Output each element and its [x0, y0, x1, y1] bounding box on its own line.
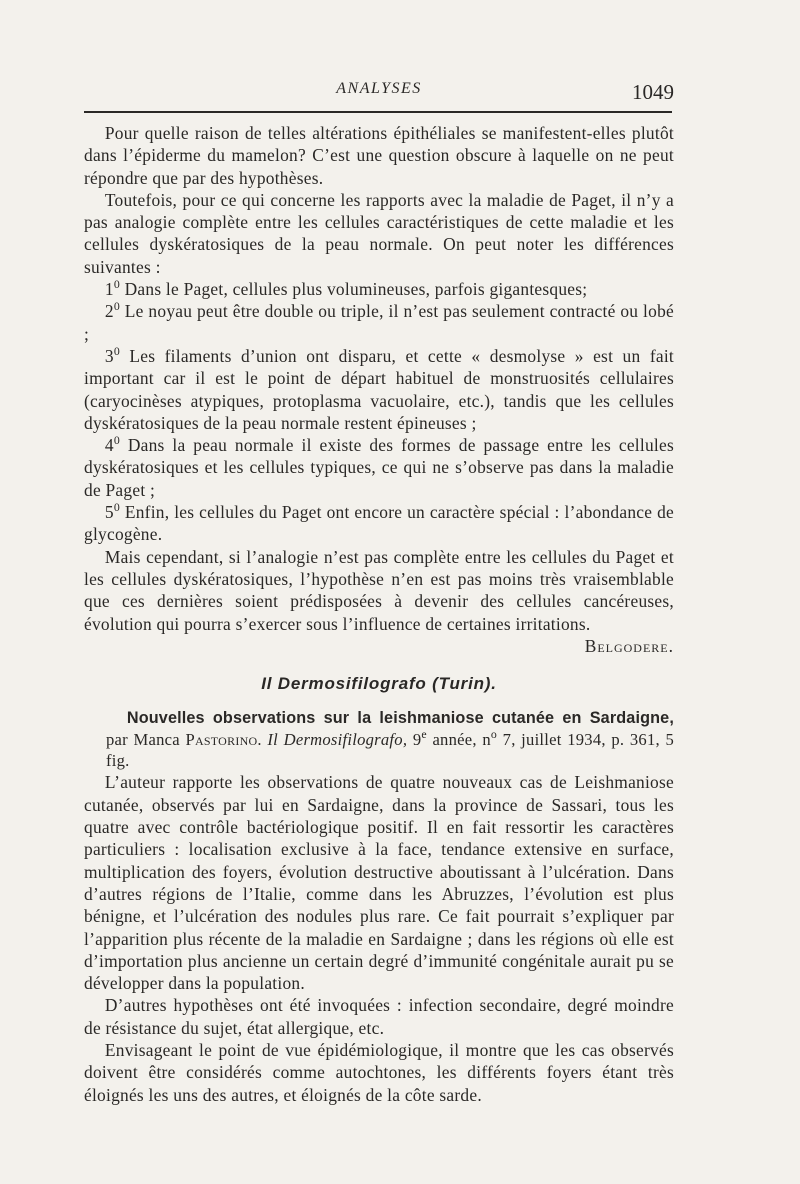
article-title: Nouvelles observations sur la leishmaniose cutanée en Sardaigne,	[126, 709, 674, 728]
author-signature: Belgodere.	[584, 635, 674, 656]
paragraph: Envisageant le point de vue épidémiologique, il montre que les cas observés doivent être considérés comme autochtones, les différents foyers étant très éloignés les uns des autres, et éloignés de la côte sarde.	[84, 1039, 674, 1105]
paragraph: D’autres hypothèses ont été invoquées : infection secondaire, degré moindre de résistance du sujet, état allergique, etc.	[84, 995, 674, 1038]
article-journal: Il Dermosifilografo,	[261, 730, 408, 750]
list-item: $2^0$ Le noyau peut être double ou triple, il n’est pas seulement contracté ou lobé ;	[84, 299, 674, 344]
list-item: $1^0$ Dans le Paget, cellules plus volumineuses, parfois gigantesques;	[104, 277, 588, 300]
list-item: $4^0$ Dans la peau normale il existe des formes de passage entre les cellules dyskératosiques et les cellules typiques, ce qui ne s’observe pas dans la maladie de Paget ;	[84, 433, 674, 500]
paragraph: L’auteur rapporte les observations de quatre nouveaux cas de Leishmaniose cutanée, observés par lui en Sardaigne, dans la province de Sassari, tous les quatre avec contrôle bactériologique positif. Il en fait ressortir les caractères particuliers : localisation exclusive à la face, tendance extensive en surface, multiplication des foyers, évolution destructive aboutissant à l’ulcération. Dans d’autres régions de l’Italie, comme dans les Abruzzes, l’évolution est plus bénigne, et l’ulcération des nodules plus rare. Ce fait pourrait s’expliquer par l’apparition plus récente de la maladie en Sardaigne ; dans les régions où elle est d’importation plus ancienne un certain degré d’immunité congénitale aurait pu se développer dans la population.	[84, 772, 674, 994]
paragraph: Toutefois, pour ce qui concerne les rapports avec la maladie de Paget, il n’y a pas analogie complète entre les cellules caractéristiques de cette maladie et les cellules dyskératosiques de la peau normale. On peut noter les différences suivantes :	[84, 189, 674, 277]
running-title: ANALYSES	[336, 80, 422, 97]
running-head	[84, 80, 674, 106]
article-header: Nouvelles observations sur la leishmaniose cutanée en Sardaigne, par Manca Pastorino. Il Dermosifilografo, 9e année, $n^o$ 7, juillet 1934, p. 361, 5 fig.	[106, 709, 675, 771]
closing-paragraph: Mais cependant, si l’analogie n’est pas complète entre les cellules du Paget et les cellules dyskératosiques, l’hypothèse n’en est pas moins très vraisemblable que ces dernières soient prédisposées à devenir des cellules cancéreuses, évolution qui pourra s’exercer sous l’influence de certaines irritations.	[84, 546, 674, 634]
signature-line	[84, 635, 674, 657]
list-item: $5^0$ Enfin, les cellules du Paget ont encore un caractère spécial : l’abondance de glycogène.	[84, 500, 674, 545]
list-item: $3^0$ Les filaments d’union ont disparu, et cette « desmolyse » est un fait important car il est le point de départ habituel de monstruosités cellulaires (caryocinèses atypiques, protoplasma vacuolaire, etc.), tandis que les cellules dyskératosiques de la peau normale restent épineuses ;	[84, 344, 674, 433]
journal-heading: Il Dermosifilografo (Turin).	[261, 674, 497, 694]
article-author: Pastorino.	[185, 730, 262, 750]
header-rule	[84, 111, 672, 113]
paragraph: Pour quelle raison de telles altérations épithéliales se manifestent-elles plutôt dans l’épiderme du mamelon? C’est une question obscure à laquelle on ne peut répondre que par des hypothèses.	[84, 123, 674, 188]
page-number: 1049	[632, 80, 674, 104]
body-text	[84, 122, 674, 1106]
